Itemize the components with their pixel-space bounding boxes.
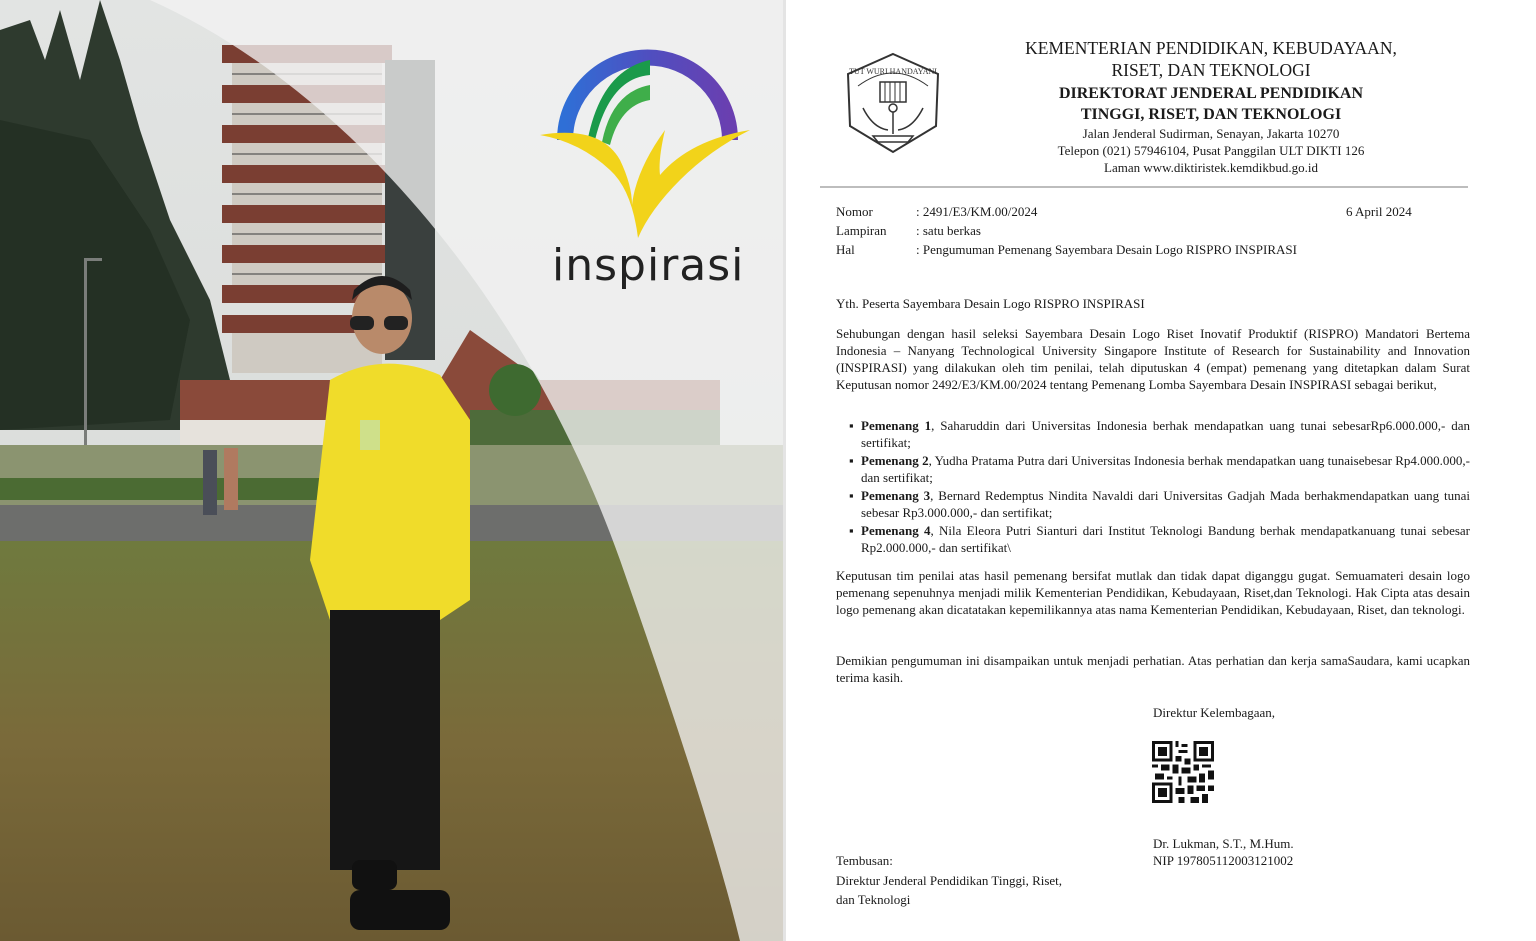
winner-text: , Bernard Redemptus Nindita Navaldi dari Universitas Gadjah Mada berhakmendapatkan uang tunai sebesar Rp3.000.000,- dan sertifikat; (861, 488, 1470, 520)
logo-wordmark: inspirasi (552, 240, 745, 291)
winner-item-3 (849, 487, 1470, 521)
bullet-icon: ▪ (849, 488, 854, 503)
cc-line1: Direktur Jenderal Pendidikan Tinggi, Riset, (836, 873, 1063, 888)
winner-item-1 (849, 417, 1471, 451)
closing-paragraph: Demikian pengumuman ini disampaikan untuk menjadi perhatian. Atas perhatian dan kerja samaSaudara, kami ucapkan terima kasih. (836, 653, 1470, 685)
signatory-name: Dr. Lukman, S.T., M.Hum. (1153, 836, 1294, 851)
qr-code-icon (1152, 741, 1214, 803)
nomor-label: Nomor (836, 204, 873, 219)
winner-item-4 (849, 522, 1470, 556)
bullet-icon: ▪ (849, 418, 854, 433)
letter-date: 6 April 2024 (1346, 204, 1412, 219)
winner-label: Pemenang 2 (861, 453, 929, 468)
winner-label: Pemenang 3 (861, 488, 931, 503)
cc-line2: dan Teknologi (836, 892, 911, 907)
ministry-name-line2: RISET, DAN TEKNOLOGI (1111, 60, 1311, 80)
salutation: Yth. Peserta Sayembara Desain Logo RISPRO INSPIRASI (836, 296, 1145, 311)
bullet-icon: ▪ (849, 523, 854, 538)
cc-label: Tembusan: (836, 853, 893, 868)
inspirasi-logo-icon (540, 30, 755, 240)
intro-paragraph: Sehubungan dengan hasil seleksi Sayembara Desain Logo Riset Inovatif Produktif (RISPRO) Mandatori Bertema Indonesia – Nanyang Technological University Singapore Institute of Research for Sustainability and Innovation (INSPIRASI) yang dilakukan oleh tim penilai, telah diputuskan 4 (empat) pemenang yang ditetapkan dalam Surat Keputusan nomor 2492/E3/KM.00/2024 tentang Pemenang Lomba Sayembara Desain INSPIRASI sebagai berikut, (836, 326, 1470, 392)
office-address: Jalan Jenderal Sudirman, Senayan, Jakarta 10270 (1082, 126, 1340, 141)
tut-wuri-handayani-emblem-icon (838, 48, 948, 158)
lampiran-value: : satu berkas (916, 223, 981, 238)
nomor-value: : 2491/E3/KM.00/2024 (916, 204, 1038, 219)
lampiran-label: Lampiran (836, 223, 887, 238)
svg-text:TUT WURI HANDAYANI: TUT WURI HANDAYANI (849, 67, 937, 76)
signature-title: Direktur Kelembagaan, (1153, 705, 1276, 720)
ministry-name-line1: KEMENTERIAN PENDIDIKAN, KEBUDAYAAN, (1025, 38, 1397, 58)
signatory-nip: NIP 197805112003121002 (1153, 853, 1294, 868)
directorate-name-line2: TINGGI, RISET, DAN TEKNOLOGI (1080, 106, 1342, 123)
winner-text: , Saharuddin dari Universitas Indonesia berhak mendapatkan uang tunai sebesarRp6.000.000,- dan sertifikat; (861, 418, 1471, 450)
bullet-icon: ▪ (849, 453, 854, 468)
office-website: Laman www.diktiristek.kemdikbud.go.id (1104, 160, 1318, 175)
office-phone: Telepon (021) 57946104, Pusat Panggilan ULT DIKTI 126 (1057, 143, 1365, 158)
winner-item-2 (849, 452, 1470, 486)
announcement-letter (786, 0, 1536, 941)
hal-value: : Pengumuman Pemenang Sayembara Desain Logo RISPRO INSPIRASI (916, 242, 1297, 257)
winner-text: , Nila Eleora Putri Sianturi dari Institut Teknologi Bandung berhak mendapatkanuang tunai sebesar Rp2.000.000,- dan sertifikat\ (861, 523, 1470, 555)
directorate-name-line1: DIREKTORAT JENDERAL PENDIDIKAN (1058, 85, 1364, 102)
header-rule (820, 186, 1468, 188)
hal-label: Hal (836, 242, 855, 257)
winner-text: , Yudha Pratama Putra dari Universitas Indonesia berhak mendapatkan uang tunaisebesar Rp4.000.000,- dan sertifikat; (861, 453, 1470, 485)
winner-label: Pemenang 1 (861, 418, 932, 433)
winner-label: Pemenang 4 (861, 523, 931, 538)
decision-paragraph: Keputusan tim penilai atas hasil pemenang bersifat mutlak dan tidak dapat diganggu gugat. Semuamateri desain logo pemenang sepenuhnya menjadi milik Kementerian Pendidikan, Kebudayaan, Riset,dan Teknologi. Hak Cipta atas desain logo pemenang akan dicatatakan kepemilikannya atas nama Kementerian Pendidikan, Kebudayaan, Riset, dan teknologi. (836, 568, 1470, 617)
